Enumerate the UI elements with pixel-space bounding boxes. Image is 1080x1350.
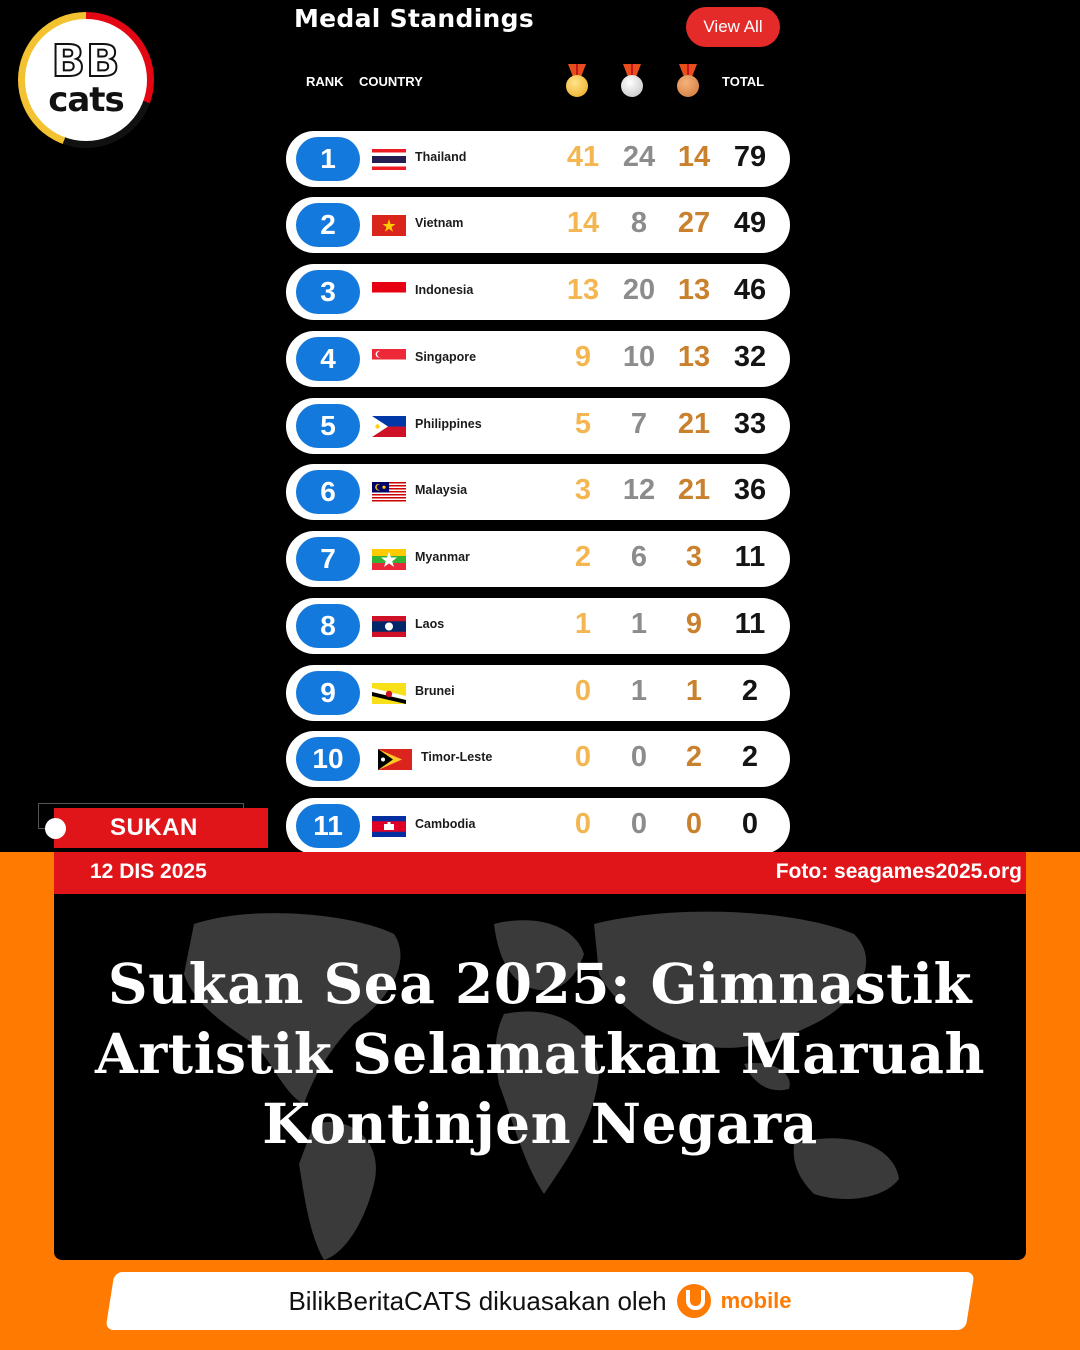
rank-badge: 10 bbox=[296, 737, 360, 781]
total-count: 33 bbox=[733, 408, 767, 440]
bronze-count: 21 bbox=[677, 408, 711, 440]
info-bar bbox=[54, 852, 1026, 894]
gold-count: 3 bbox=[574, 474, 592, 506]
bronze-count: 21 bbox=[677, 474, 711, 506]
rank-badge: 2 bbox=[296, 203, 360, 247]
headline-panel bbox=[54, 894, 1026, 1260]
silver-count: 0 bbox=[630, 808, 648, 840]
cambodia-flag-icon bbox=[372, 816, 406, 837]
logo-bottom-text: cats bbox=[48, 80, 124, 120]
silver-count: 1 bbox=[630, 608, 648, 640]
country-name: Myanmar bbox=[415, 550, 470, 564]
total-count: 11 bbox=[734, 541, 766, 573]
silver-count: 12 bbox=[622, 474, 656, 506]
logo-top-text: BB bbox=[51, 36, 121, 87]
standings-row[interactable] bbox=[286, 531, 790, 587]
bronze-medal-icon bbox=[675, 64, 701, 98]
view-all-button[interactable]: View All bbox=[686, 7, 780, 47]
bbcats-logo bbox=[18, 12, 154, 148]
bronze-count: 13 bbox=[677, 274, 711, 306]
standings-row[interactable] bbox=[286, 331, 790, 387]
gold-count: 2 bbox=[574, 541, 592, 573]
country-name: Brunei bbox=[415, 684, 455, 698]
silver-count: 24 bbox=[622, 141, 656, 173]
rank-badge: 3 bbox=[296, 270, 360, 314]
gold-count: 41 bbox=[566, 141, 600, 173]
total-count: 46 bbox=[733, 274, 767, 306]
rank-badge: 5 bbox=[296, 404, 360, 448]
publish-date: 12 DIS 2025 bbox=[90, 860, 207, 883]
gold-count: 13 bbox=[566, 274, 600, 306]
rank-badge: 6 bbox=[296, 470, 360, 514]
standings-row[interactable] bbox=[286, 798, 790, 854]
country-name: Timor-Leste bbox=[421, 750, 493, 764]
total-count: 2 bbox=[741, 741, 759, 773]
silver-count: 1 bbox=[630, 675, 648, 707]
gold-count: 1 bbox=[574, 608, 592, 640]
gold-count: 0 bbox=[574, 808, 592, 840]
standings-row[interactable] bbox=[286, 264, 790, 320]
bronze-count: 2 bbox=[685, 741, 703, 773]
silver-medal-icon bbox=[619, 64, 645, 98]
column-total: TOTAL bbox=[722, 74, 765, 89]
silver-count: 7 bbox=[630, 408, 648, 440]
rank-badge: 11 bbox=[296, 804, 360, 848]
bronze-count: 0 bbox=[685, 808, 703, 840]
column-rank: RANK bbox=[306, 74, 344, 89]
laos-flag-icon bbox=[372, 616, 406, 637]
column-country: COUNTRY bbox=[359, 74, 423, 89]
vietnam-flag-icon bbox=[372, 215, 406, 236]
total-count: 36 bbox=[733, 474, 767, 506]
bronze-count: 1 bbox=[685, 675, 703, 707]
silver-count: 0 bbox=[630, 741, 648, 773]
bronze-count: 14 bbox=[677, 141, 711, 173]
bronze-count: 27 bbox=[677, 207, 711, 239]
country-name: Thailand bbox=[415, 150, 467, 164]
standings-row[interactable] bbox=[286, 131, 790, 187]
gold-count: 0 bbox=[574, 741, 592, 773]
country-name: Vietnam bbox=[415, 216, 464, 230]
myanmar-flag-icon bbox=[372, 549, 406, 570]
rank-badge: 1 bbox=[296, 137, 360, 181]
standings-title: Medal Standings bbox=[294, 4, 535, 33]
bronze-count: 3 bbox=[685, 541, 703, 573]
total-count: 0 bbox=[741, 808, 759, 840]
singapore-flag-icon bbox=[372, 349, 406, 370]
rank-badge: 7 bbox=[296, 537, 360, 581]
bronze-count: 9 bbox=[685, 608, 703, 640]
sponsor-content[interactable] bbox=[110, 1272, 970, 1330]
standings-row[interactable] bbox=[286, 464, 790, 520]
country-name: Malaysia bbox=[415, 483, 468, 497]
indonesia-flag-icon bbox=[372, 282, 406, 303]
standings-row[interactable] bbox=[286, 197, 790, 253]
country-name: Cambodia bbox=[415, 817, 476, 831]
country-name: Laos bbox=[415, 617, 445, 631]
total-count: 11 bbox=[734, 608, 766, 640]
rank-badge: 9 bbox=[296, 671, 360, 715]
gold-count: 9 bbox=[574, 341, 592, 373]
bronze-count: 13 bbox=[677, 341, 711, 373]
silver-count: 6 bbox=[630, 541, 648, 573]
standings-row[interactable] bbox=[286, 598, 790, 654]
total-count: 2 bbox=[741, 675, 759, 707]
gold-count: 14 bbox=[566, 207, 600, 239]
thailand-flag-icon bbox=[372, 149, 406, 170]
headline: Sukan Sea 2025: Gimnastik Artistik Selamatkan Maruah Kontinjen Negara bbox=[95, 951, 985, 1156]
silver-count: 8 bbox=[630, 207, 648, 239]
gold-count: 5 bbox=[574, 408, 592, 440]
standings-row[interactable] bbox=[286, 398, 790, 454]
philippines-flag-icon bbox=[372, 416, 406, 437]
u-mobile-logo-icon bbox=[677, 1284, 711, 1318]
country-name: Singapore bbox=[415, 350, 477, 364]
standings-row[interactable] bbox=[286, 731, 790, 787]
sponsor-brand: mobile bbox=[720, 1288, 792, 1313]
total-count: 32 bbox=[733, 341, 767, 373]
sponsor-text: BilikBeritaCATS dikuasakan oleh bbox=[288, 1285, 667, 1316]
country-name: Indonesia bbox=[415, 283, 474, 297]
malaysia-flag-icon bbox=[372, 482, 406, 503]
brunei-flag-icon bbox=[372, 683, 406, 704]
standings-row[interactable] bbox=[286, 665, 790, 721]
gold-count: 0 bbox=[574, 675, 592, 707]
silver-count: 20 bbox=[622, 274, 656, 306]
rank-badge: 4 bbox=[296, 337, 360, 381]
photo-credit: Foto: seagames2025.org bbox=[775, 860, 1022, 883]
category-dot-icon bbox=[45, 818, 66, 839]
timor-leste-flag-icon bbox=[378, 749, 412, 770]
country-name: Philippines bbox=[415, 417, 482, 431]
total-count: 49 bbox=[733, 207, 767, 239]
gold-medal-icon bbox=[564, 64, 590, 98]
rank-badge: 8 bbox=[296, 604, 360, 648]
category-tag[interactable]: SUKAN bbox=[54, 808, 268, 848]
total-count: 79 bbox=[733, 141, 767, 173]
silver-count: 10 bbox=[622, 341, 656, 373]
